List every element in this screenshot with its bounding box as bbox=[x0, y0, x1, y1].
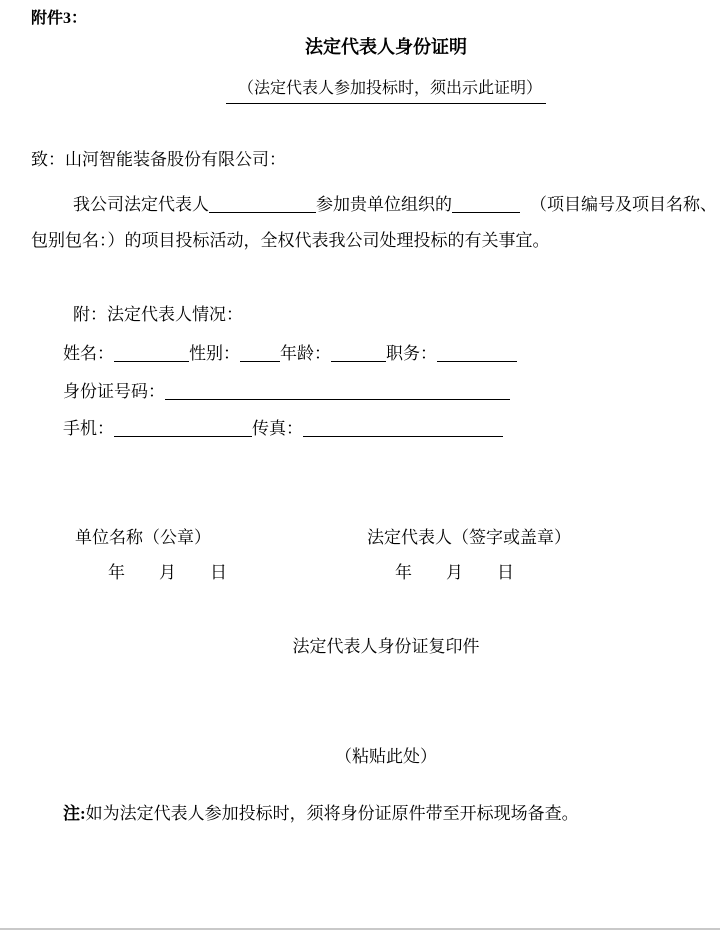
position-blank bbox=[437, 359, 517, 362]
name-label: 姓名： bbox=[63, 344, 114, 363]
document-subtitle bbox=[46, 78, 720, 104]
document-title: 法定代表人身份证明 bbox=[305, 37, 467, 57]
representative-date-line: 年 月 日 bbox=[395, 563, 514, 582]
gender-label: 性别： bbox=[189, 344, 240, 363]
age-label: 年龄： bbox=[280, 344, 331, 363]
mobile-label: 手机： bbox=[63, 419, 114, 438]
note-text: 如为法定代表人参加投标时，须将身份证原件带至开标现场备查。 bbox=[85, 804, 579, 823]
rep-info-heading: 附：法定代表人情况： bbox=[73, 305, 243, 324]
company-date-line: 年 月 日 bbox=[108, 563, 227, 582]
document-subtitle-text: （法定代表人参加投标时，须出示此证明） bbox=[226, 78, 546, 104]
body-paragraph-line1 bbox=[73, 194, 717, 216]
company-seal-label: 单位名称（公章） bbox=[75, 528, 211, 547]
paragraph-text-3: （项目编号及项目名称、 bbox=[530, 195, 717, 214]
id-number-line bbox=[63, 381, 510, 403]
project-name-blank bbox=[452, 210, 520, 213]
fax-label: 传真： bbox=[252, 419, 303, 438]
gender-blank bbox=[240, 359, 280, 362]
name-gender-age-position-line bbox=[63, 343, 517, 365]
note-line bbox=[63, 803, 579, 825]
id-copy-title: 法定代表人身份证复印件 bbox=[292, 637, 480, 656]
age-blank bbox=[331, 359, 386, 362]
addressee-line: 致：山河智能装备股份有限公司： bbox=[31, 150, 286, 169]
representative-signature-label: 法定代表人（签字或盖章） bbox=[367, 528, 571, 547]
name-blank bbox=[114, 359, 189, 362]
note-prefix: 注: bbox=[63, 804, 86, 823]
id-number-label: 身份证号码： bbox=[63, 382, 165, 401]
paragraph-text-2: 参加贵单位组织的 bbox=[316, 195, 452, 214]
attachment-label: 附件3： bbox=[31, 10, 88, 27]
body-paragraph-line2: 包别包名：）的项目投标活动，全权代表我公司处理投标的有关事宜。 bbox=[31, 231, 550, 250]
fax-blank bbox=[303, 434, 503, 437]
legal-rep-name-blank bbox=[209, 210, 316, 213]
paragraph-text-1: 我公司法定代表人 bbox=[73, 195, 209, 214]
mobile-fax-line bbox=[63, 418, 503, 440]
paste-here-label: （粘贴此处） bbox=[335, 747, 437, 766]
id-number-blank bbox=[165, 397, 510, 400]
mobile-blank bbox=[114, 434, 252, 437]
position-label: 职务： bbox=[386, 344, 437, 363]
